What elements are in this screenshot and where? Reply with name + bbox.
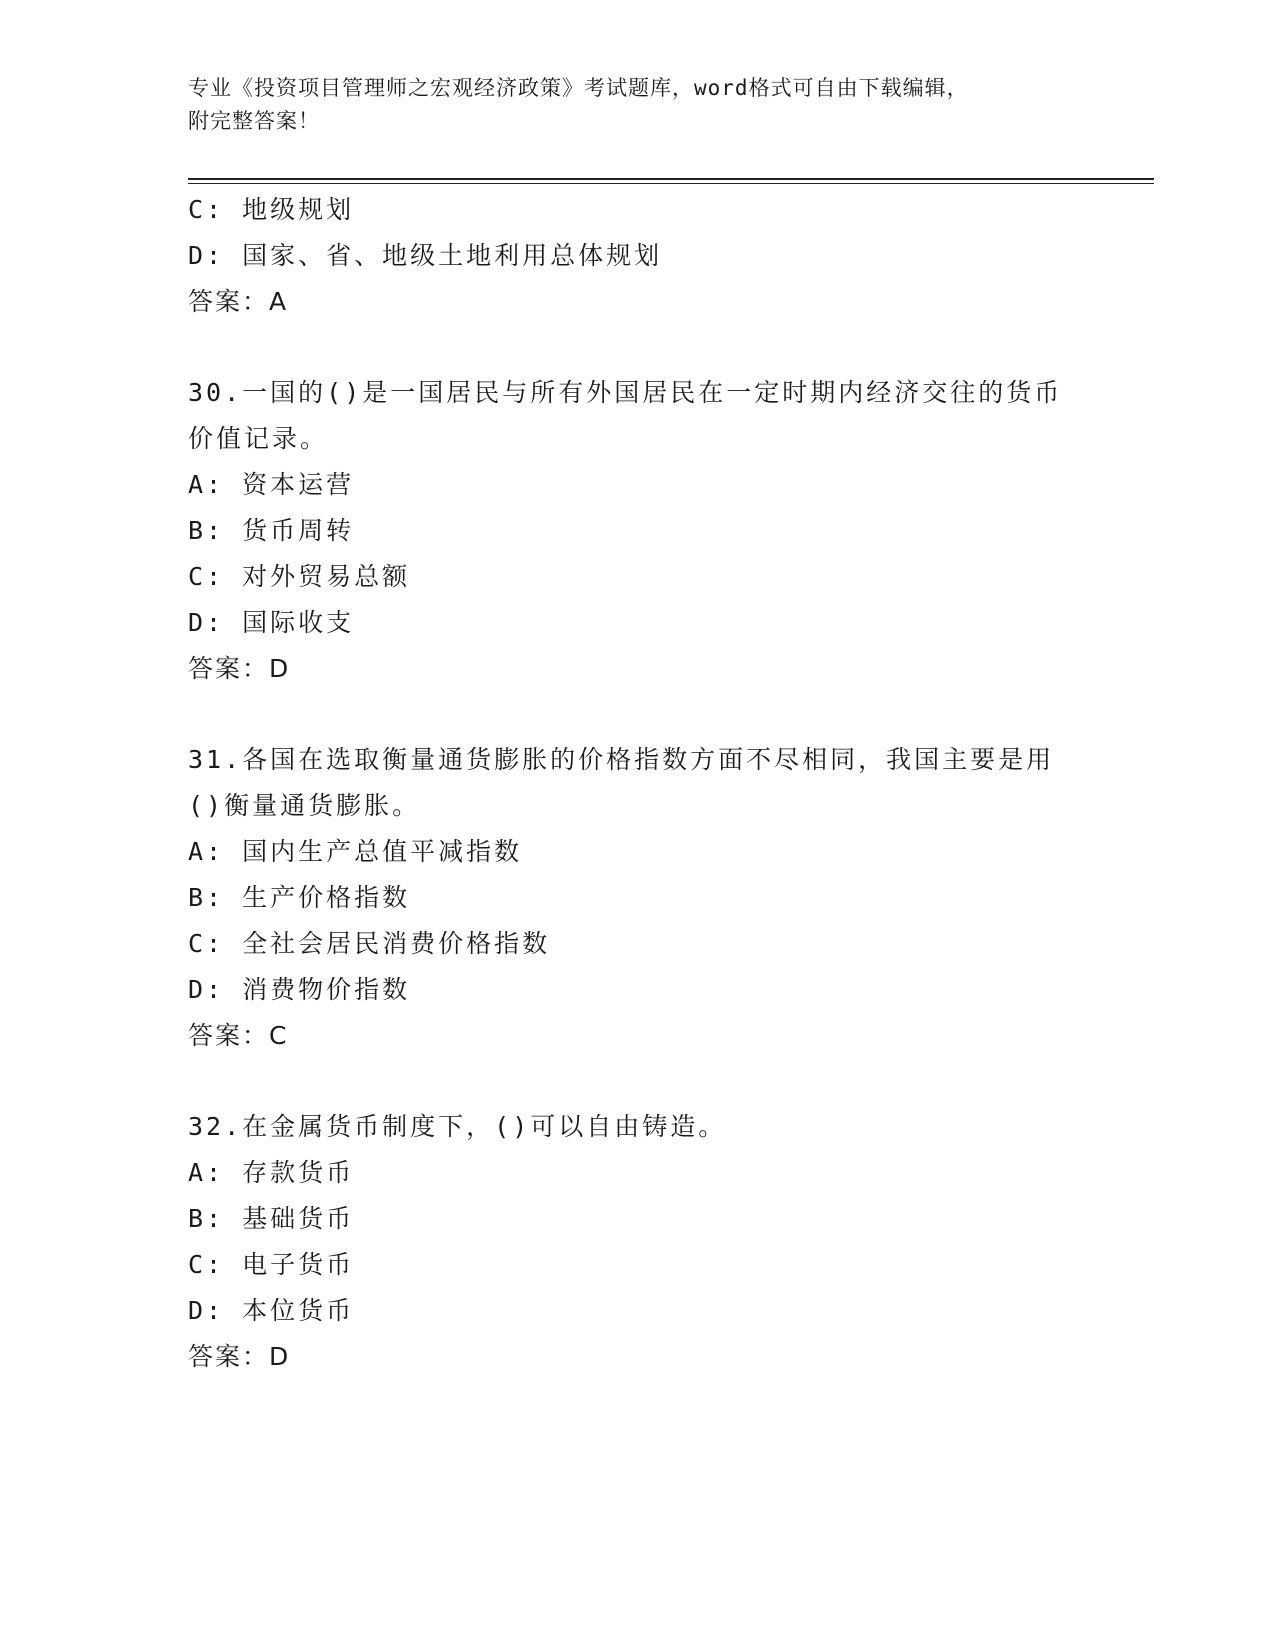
option-text: 资本运营 [242, 470, 355, 499]
question-stem-line-2: 价值记录。 [188, 424, 329, 453]
answer-line: 答案：D [188, 654, 291, 683]
option-a [188, 829, 1088, 875]
option-label: D: [188, 1296, 225, 1325]
option-text: 电子货币 [242, 1250, 355, 1279]
option-label: C: [188, 929, 225, 958]
option-d [188, 967, 1088, 1013]
option-text: 货币周转 [242, 516, 355, 545]
option-label: C: [188, 562, 225, 591]
option-c [188, 187, 1088, 233]
question-29-tail [188, 187, 1088, 325]
option-a [188, 462, 1088, 508]
option-text: 本位货币 [242, 1296, 355, 1325]
option-text: 消费物价指数 [242, 975, 411, 1004]
option-label: B: [188, 1204, 225, 1233]
question-32 [188, 1104, 1088, 1380]
question-stem-line-1: 30.一国的()是一国居民与所有外国居民在一定时期内经济交往的货币 [188, 378, 1063, 407]
answer-line: 答案：C [188, 1021, 289, 1050]
option-text: 生产价格指数 [242, 883, 411, 912]
option-text: 国内生产总值平减指数 [242, 837, 523, 866]
option-text: 全社会居民消费价格指数 [242, 929, 551, 958]
option-text: 地级规划 [242, 195, 355, 224]
spacer [188, 1059, 1088, 1104]
header-divider-thin [188, 183, 1154, 184]
header-divider-thick [188, 178, 1154, 180]
option-d [188, 1288, 1088, 1334]
option-label: C: [188, 195, 225, 224]
option-text: 基础货币 [242, 1204, 355, 1233]
answer-line: 答案：A [188, 287, 289, 316]
answer-line: 答案：D [188, 1342, 291, 1371]
question-30 [188, 370, 1088, 692]
option-label: D: [188, 608, 225, 637]
header-line-1: 专业《投资项目管理师之宏观经济政策》考试题库，word格式可自由下载编辑， [188, 76, 969, 100]
question-stem-line-2: ()衡量通货膨胀。 [188, 791, 421, 820]
option-text: 国家、省、地级土地利用总体规划 [242, 241, 663, 270]
option-text: 国际收支 [242, 608, 355, 637]
option-c [188, 1242, 1088, 1288]
option-a [188, 1150, 1088, 1196]
option-label: A: [188, 1158, 225, 1187]
option-label: A: [188, 837, 225, 866]
question-stem-line-1: 31.各国在选取衡量通货膨胀的价格指数方面不尽相同，我国主要是用 [188, 745, 1055, 774]
question-31 [188, 737, 1088, 1059]
option-b [188, 508, 1088, 554]
option-c [188, 554, 1088, 600]
option-d [188, 600, 1088, 646]
option-label: A: [188, 470, 225, 499]
spacer [188, 325, 1088, 370]
option-d [188, 233, 1088, 279]
option-b [188, 1196, 1088, 1242]
question-list [188, 187, 1088, 1380]
header-line-2: 附完整答案！ [188, 109, 320, 133]
option-c [188, 921, 1088, 967]
option-text: 存款货币 [242, 1158, 355, 1187]
option-text: 对外贸易总额 [242, 562, 411, 591]
document-header [188, 72, 1088, 138]
option-label: D: [188, 241, 225, 270]
option-label: D: [188, 975, 225, 1004]
spacer [188, 692, 1088, 737]
option-label: B: [188, 883, 225, 912]
option-b [188, 875, 1088, 921]
option-label: B: [188, 516, 225, 545]
question-stem-line-1: 32.在金属货币制度下，()可以自由铸造。 [188, 1112, 727, 1141]
option-label: C: [188, 1250, 225, 1279]
